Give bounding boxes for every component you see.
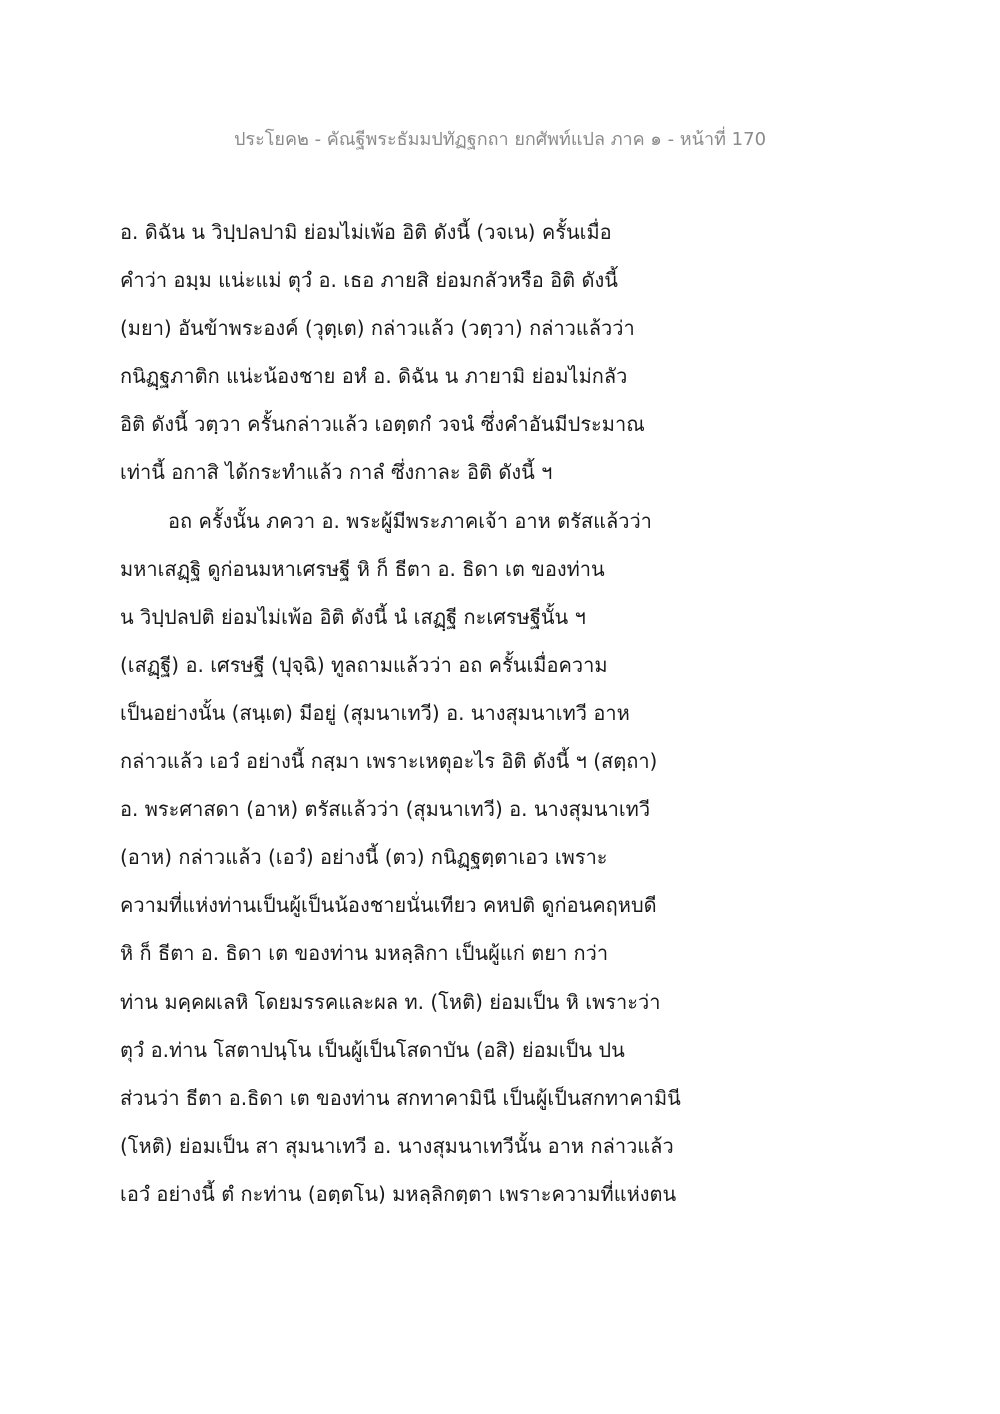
text-line: กนิฏฺฐภาติก แน่ะน้องชาย อหํ อ. ดิฉัน น ภายามิ ย่อมไม่กลัว — [120, 364, 628, 389]
text-line: ความที่แห่งท่านเป็นผู้เป็นน้องชายนั่นเทียว คหปติ ดูก่อนคฤหบดี — [120, 893, 657, 918]
text-line: เอวํ อย่างนี้ ตํ กะท่าน (อตฺตโน) มหลฺลิกตฺตา เพราะความที่แห่งตน — [120, 1181, 677, 1206]
text-line: (มยา) อันข้าพระองค์ (วุตฺเต) กล่าวแล้ว (วตฺวา) กล่าวแล้วว่า — [120, 316, 635, 341]
text-line: อ. ดิฉัน น วิปฺปลปามิ ย่อมไม่เพ้อ อิติ ดังนี้ (วจเน) ครั้นเมื่อ — [120, 220, 612, 244]
text-line: ตุวํ อ.ท่าน โสตาปนฺโน เป็นผู้เป็นโสดาบัน (อสิ) ย่อมเป็น ปน — [120, 1037, 625, 1062]
body-text — [120, 214, 820, 1224]
text-line: อ. พระศาสดา (อาห) ตรัสแล้วว่า (สุมนาเทวี) อ. นางสุมนาเทวี — [120, 797, 651, 822]
text-line: คำว่า อมฺม แน่ะแม่ ตุวํ อ. เธอ ภายสิ ย่อมกลัวหรือ อิติ ดังนี้ — [120, 268, 618, 293]
text-line: เป็นอย่างนั้น (สนฺเต) มีอยู่ (สุมนาเทวี) อ. นางสุมนาเทวี อาห — [120, 700, 630, 725]
text-line: (โหติ) ย่อมเป็น สา สุมนาเทวี อ. นางสุมนาเทวีนั้น อาห กล่าวแล้ว — [120, 1133, 674, 1158]
text-line: ส่วนว่า ธีตา อ.ธิดา เต ของท่าน สกทาคามินี เป็นผู้เป็นสกทาคามินี — [120, 1085, 681, 1110]
text-line: มหาเสฏฺฐิ ดูก่อนมหาเศรษฐี หิ ก็ ธีตา อ. ธิดา เต ของท่าน — [120, 556, 605, 581]
running-header: ประโยค๒ - คัณฐีพระธัมมปทัฏฐกถา ยกศัพท์แปล ภาค ๑ - หน้าที่ 170 — [233, 129, 767, 150]
text-line: หิ ก็ ธีตา อ. ธิดา เต ของท่าน มหลฺลิกา เป็นผู้แก่ ตยา กว่า — [120, 941, 609, 966]
text-line: น วิปฺปลปติ ย่อมไม่เพ้อ อิติ ดังนี้ นํ เสฏฺฐี กะเศรษฐีนั้น ฯ — [120, 604, 586, 629]
paragraph-start-line: อถ ครั้งนั้น ภควา อ. พระผู้มีพระภาคเจ้า อาห ตรัสแล้วว่า — [168, 508, 652, 533]
text-line: (เสฏฺฐี) อ. เศรษฐี (ปุจฺฉิ) ทูลถามแล้วว่า อถ ครั้นเมื่อความ — [120, 652, 608, 677]
text-line: ท่าน มคฺคผเลหิ โดยมรรคและผล ท. (โหติ) ย่อมเป็น หิ เพราะว่า — [120, 989, 661, 1014]
text-line: กล่าวแล้ว เอวํ อย่างนี้ กสฺมา เพราะเหตุอะไร อิติ ดังนี้ ฯ (สตฺถา) — [120, 749, 658, 774]
text-line: อิติ ดังนี้ วตฺวา ครั้นกล่าวแล้ว เอตฺตกํ วจนํ ซึ่งคำอันมีประมาณ — [120, 412, 645, 437]
text-line: เท่านี้ อกาสิ ได้กระทำแล้ว กาลํ ซึ่งกาละ อิติ ดังนี้ ฯ — [120, 460, 553, 485]
text-line: (อาห) กล่าวแล้ว (เอวํ) อย่างนี้ (ตว) กนิฏฺฐตฺตาเอว เพราะ — [120, 845, 608, 870]
